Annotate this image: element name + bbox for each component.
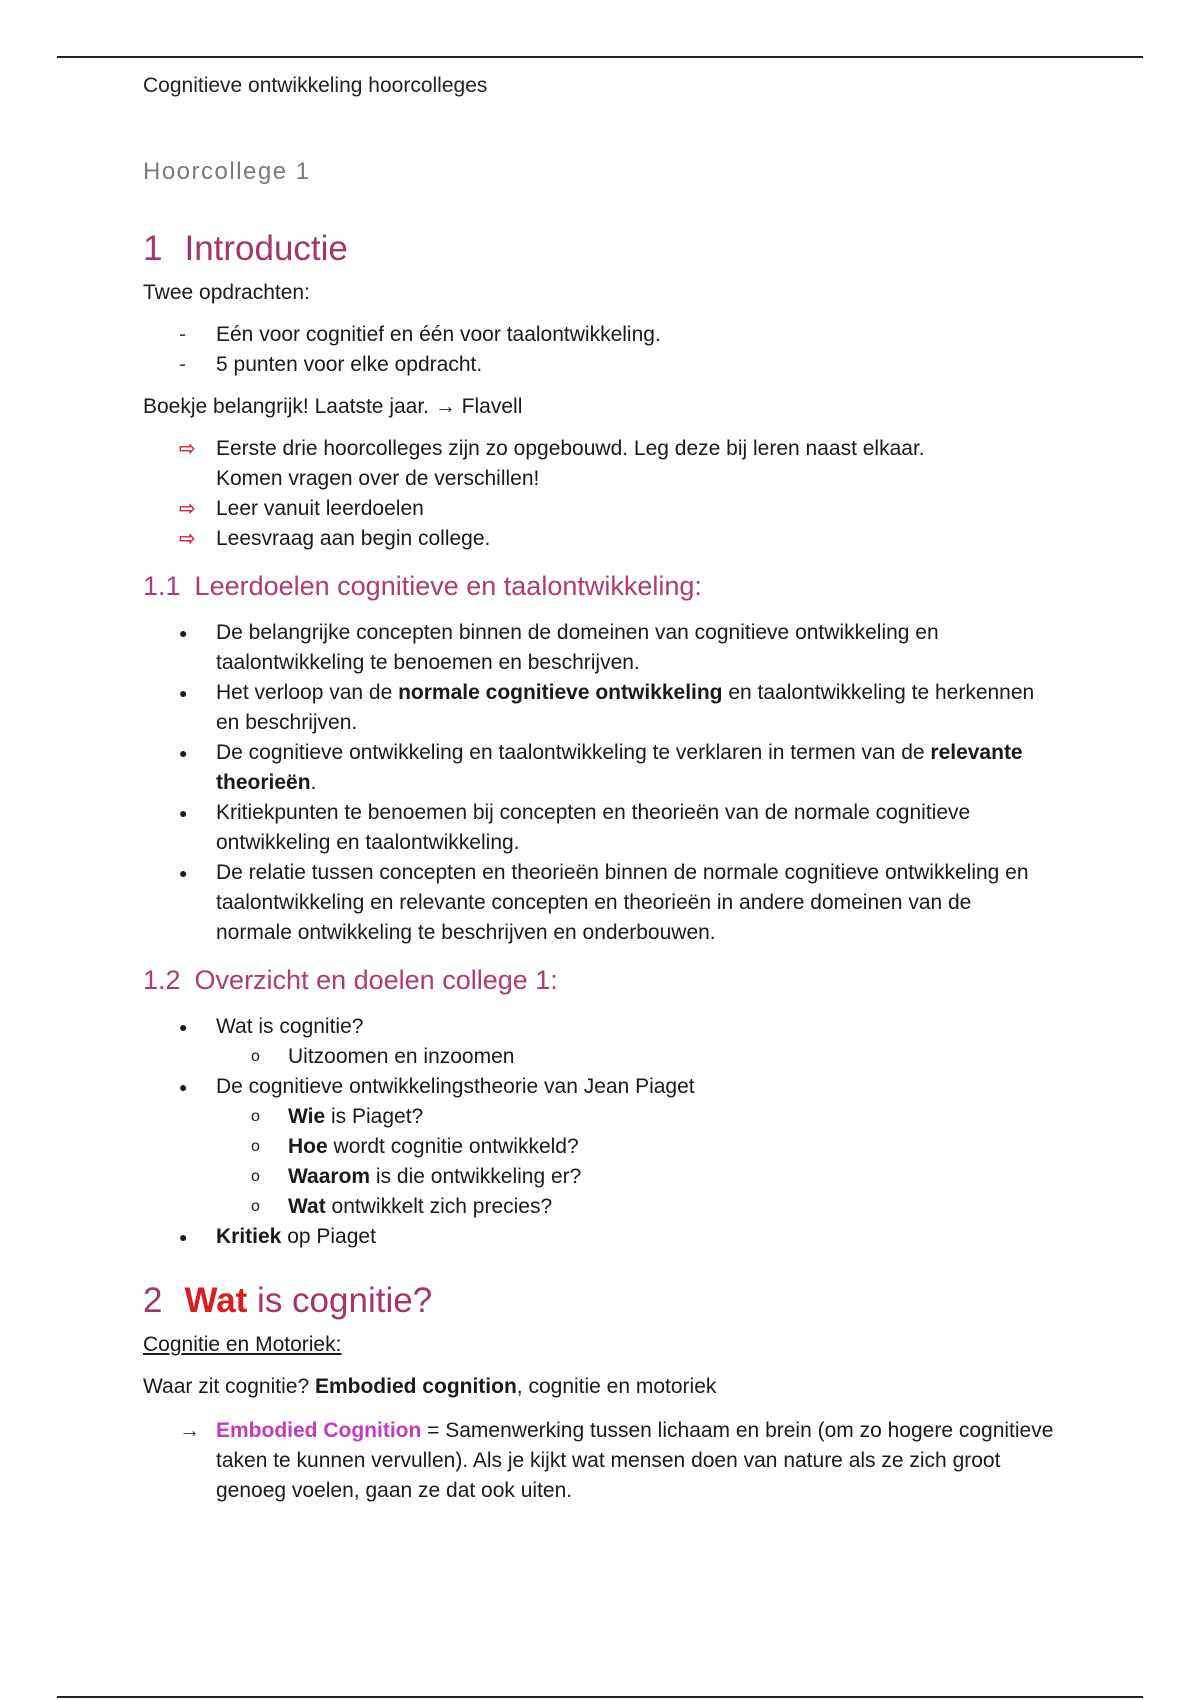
overview-text: De cognitieve ontwikkelingstheorie van Jean Piaget [216, 1075, 695, 1098]
list-item [143, 320, 1083, 350]
overview-sublist [216, 1102, 1083, 1222]
intro-text: Waar zit cognitie? [143, 1375, 315, 1398]
assignment-text: Eén voor cognitief en één voor taalontwikkeling. [216, 323, 661, 346]
assignment-text: 5 punten voor elke opdracht. [216, 353, 483, 376]
lecture-label: Hoorcollege 1 [143, 158, 311, 185]
list-item [143, 738, 1043, 798]
assignments-intro: Twee opdrachten: [143, 281, 310, 304]
bullet-icon: ● [179, 1079, 188, 1095]
bullet-icon: ● [179, 745, 188, 761]
overview-emphasis: Waarom [288, 1165, 371, 1188]
list-item [143, 678, 1043, 738]
goal-text: Kritiekpunten te benoemen bij concepten en theorieën van de normale cognitieve ontwikkeling en taalontwikkeling. [216, 801, 971, 854]
overview-emphasis: Wat [288, 1195, 326, 1218]
book-note: Boekje belangrijk! Laatste jaar. → Flavell [143, 395, 523, 418]
section-1-number: 1 [143, 229, 163, 268]
section-1-1-heading [143, 568, 1083, 604]
overview-subtext: is die ontwikkeling er? [370, 1165, 582, 1188]
definition-term: Embodied Cognition [216, 1419, 422, 1442]
overview-emphasis: Hoe [288, 1135, 328, 1158]
goal-text: De relatie tussen concepten en theorieën binnen de normale cognitieve ontwikkeling en taalontwikkeling en relevante concepten en theorieën in andere domeinen van de normale ontwikkeling te beschrijven en onderbouwen. [216, 861, 1029, 944]
circle-bullet-icon: o [251, 1138, 260, 1155]
overview-emphasis: Wie [288, 1105, 326, 1128]
list-item [143, 798, 1043, 858]
assignments-list [143, 320, 1083, 380]
definition-item [143, 1416, 1063, 1506]
embodied-intro-line [143, 1372, 1083, 1402]
goal-text: en taalontwikkeling te herkennen en beschrijven. [216, 681, 1035, 734]
list-item [143, 1012, 1083, 1072]
sub-list-item [143, 1162, 1083, 1192]
right-arrow-icon: ⇨ [179, 438, 196, 460]
overview-text: op Piaget [281, 1225, 376, 1248]
intro-text: , cognitie en motoriek [516, 1375, 717, 1398]
goal-text: Het verloop van de [216, 681, 399, 704]
section-1-heading [143, 226, 1083, 272]
list-item [143, 1222, 1083, 1252]
goal-text: . [310, 771, 317, 794]
document-content [143, 226, 1083, 1518]
bullet-icon: ● [179, 1019, 188, 1035]
section-2-heading [143, 1278, 1083, 1324]
section-2-title: is cognitie? [247, 1281, 433, 1320]
tip-text: Leesvraag aan begin college. [216, 527, 491, 550]
right-arrow-icon: ⇨ [179, 498, 196, 520]
arrow-right-icon: → [179, 1419, 200, 1442]
running-header: Cognitieve ontwikkeling hoorcolleges [143, 74, 488, 97]
section-1-1-title: Leerdoelen cognitieve en taalontwikkeling: [194, 571, 702, 601]
list-item [143, 858, 1043, 948]
definition-list [143, 1416, 1063, 1506]
section-2-title-accent: Wat [184, 1281, 248, 1320]
bottom-rule [57, 1696, 1143, 1698]
goal-text: De cognitieve ontwikkeling en taalontwikkeling te verklaren in termen van de [216, 741, 931, 764]
list-item [143, 494, 1083, 524]
list-item [143, 524, 1083, 554]
section-1-2-number: 1.2 [143, 965, 181, 995]
sub-list-item [143, 1132, 1083, 1162]
tip-text: Eerste drie hoorcolleges zijn zo opgebouwd. Leg deze bij leren naast elkaar. Komen vragen over de verschillen! [216, 437, 925, 490]
circle-bullet-icon: o [251, 1108, 260, 1125]
overview-subtext: ontwikkelt zich precies? [325, 1195, 553, 1218]
section-1-2-heading [143, 962, 1083, 998]
list-item [143, 434, 1083, 494]
section-2-number: 2 [143, 1281, 163, 1320]
tip-text: Leer vanuit leerdoelen [216, 497, 424, 520]
sub-list-item [143, 1192, 1083, 1222]
dash-marker: - [179, 323, 186, 346]
bullet-icon: ● [179, 1229, 188, 1245]
learning-goals-list [143, 618, 1043, 948]
top-rule [57, 56, 1143, 58]
list-item [143, 618, 1043, 678]
section-1-2-title: Overzicht en doelen college 1: [194, 965, 558, 995]
bullet-icon: ● [179, 865, 188, 881]
circle-bullet-icon: o [251, 1198, 260, 1215]
list-item [143, 1072, 1083, 1222]
bullet-icon: ● [179, 625, 188, 641]
sub-list-item [143, 1042, 1083, 1072]
overview-text: Wat is cognitie? [216, 1015, 364, 1038]
cognition-motor-subheading: Cognitie en Motoriek: [143, 1333, 342, 1356]
bullet-icon: ● [179, 685, 188, 701]
overview-subtext: is Piaget? [325, 1105, 424, 1128]
circle-bullet-icon: o [251, 1168, 260, 1185]
overview-subtext: Uitzoomen en inzoomen [288, 1045, 515, 1068]
circle-bullet-icon: o [251, 1048, 260, 1065]
section-1-1-number: 1.1 [143, 571, 181, 601]
section-1-title: Introductie [184, 229, 348, 268]
list-item [143, 350, 1083, 380]
goal-emphasis: normale cognitieve ontwikkeling [398, 681, 723, 704]
overview-list [143, 1012, 1083, 1252]
tips-list [143, 434, 1083, 554]
overview-subtext: wordt cognitie ontwikkeld? [327, 1135, 579, 1158]
intro-emphasis: Embodied cognition [314, 1375, 517, 1398]
dash-marker: - [179, 353, 186, 376]
definition-text: = Samenwerking tussen lichaam en brein (om zo hogere cognitieve taken te kunnen vervullen). Als je kijkt wat mensen doen van nature als ze zich groot genoeg voelen, gaan ze dat ook uiten. [216, 1419, 1054, 1502]
overview-emphasis: Kritiek [216, 1225, 282, 1248]
bullet-icon: ● [179, 805, 188, 821]
overview-sublist [216, 1042, 1083, 1072]
goal-text: De belangrijke concepten binnen de domeinen van cognitieve ontwikkeling en taalontwikkeling te benoemen en beschrijven. [216, 621, 939, 674]
sub-list-item [143, 1102, 1083, 1132]
goal-emphasis: relevante theorieën [216, 741, 1023, 794]
right-arrow-icon: ⇨ [179, 528, 196, 550]
